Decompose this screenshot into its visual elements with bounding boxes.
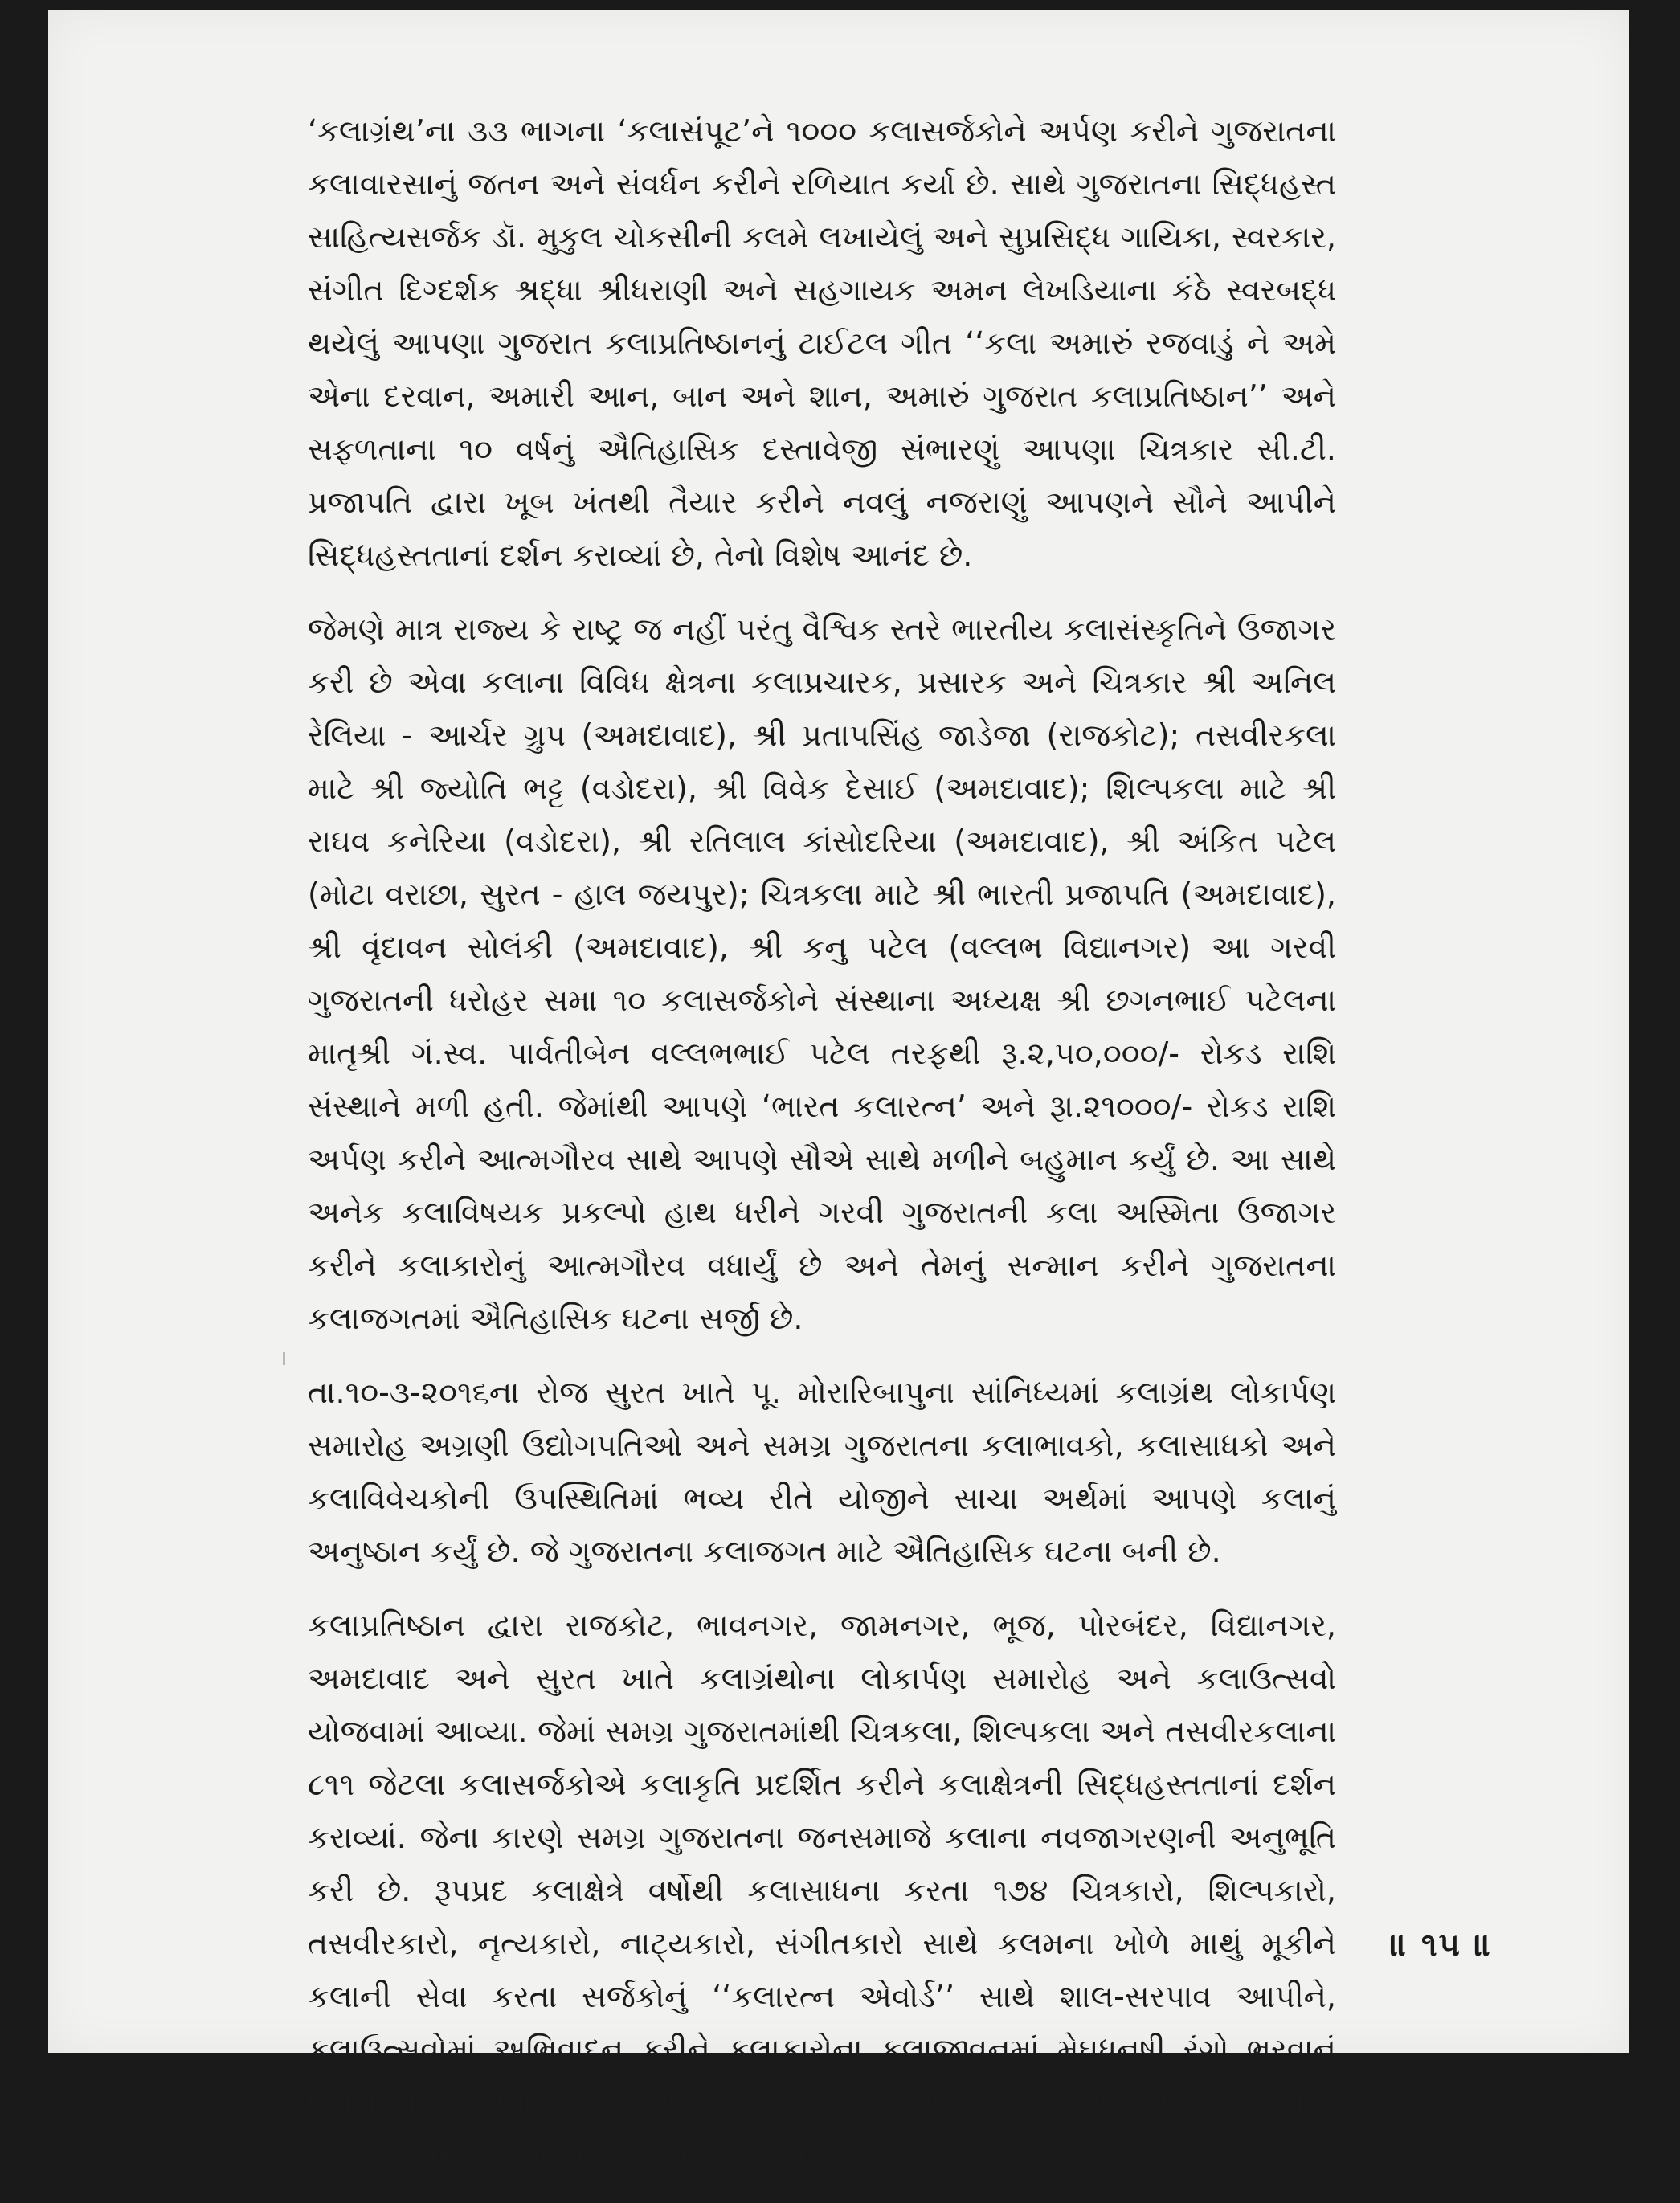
paragraph-1: ‘કલાગ્રંથ’ના ૩૩ ભાગના ‘કલાસંપૂટ’ને ૧૦૦૦ કલાસર્જકોને અર્પણ કરીને ગુજરાતના કલાવારસાનું જતન અને સંવર્ધન કરીને રળિયાત કર્યા છે. સાથે ગુજરાતના સિદ્ધહસ્ત સાહિત્યસર્જક ડૉ. મુકુલ ચોકસીની કલમે લખાયેલું અને સુપ્રસિદ્ધ ગાયિકા, સ્વરકાર, સંગીત દિગ્દર્શક શ્રદ્ધા શ્રીધરાણી અને સહગાયક અમન લેખડિયાના કંઠે સ્વરબદ્ધ થયેલું આપણા ગુજરાત કલાપ્રતિષ્ઠાનનું ટાઈટલ ગીત ‘‘કલા અમારું રજવાડું ને અમે એના દરવાન, અમારી આન, બાન અને શાન, અમારું ગુજરાત કલાપ્રતિષ્ઠાન’’ અને સફળતાના ૧૦ વર્ષનું ઐતિહાસિક દસ્તાવેજી સંભારણું આપણા ચિત્રકાર સી.ટી. પ્રજાપતિ દ્વારા ખૂબ ખંતથી તૈયાર કરીને નવલું નજરાણું આપણને સૌને આપીને સિદ્ધહસ્તતાનાં દર્શન કરાવ્યાં છે, તેનો વિશેષ આનંદ છે. bbox=[308, 113, 1336, 573]
paragraph-4: કલાપ્રતિષ્ઠાન દ્વારા રાજકોટ, ભાવનગર, જામનગર, ભૂજ, પોરબંદર, વિદ્યાનગર, અમદાવાદ અને સુરત ખાતે કલાગ્રંથોના લોકાર્પણ સમારોહ અને કલાઉત્સવો યોજવામાં આવ્યા. જેમાં સમગ્ર ગુજરાતમાંથી ચિત્રકલા, શિલ્પકલા અને તસવીરકલાના ૮૧૧ જેટલા કલાસર્જકોએ કલાકૃતિ પ્રદર્શિત કરીને કલાક્ષેત્રની સિદ્ધહસ્તતાનાં દર્શન કરાવ્યાં. જેના કારણે સમગ્ર ગુજરાતના જનસમાજે કલાના નવજાગરણની અનુભૂતિ કરી છે. રૂપપ્રદ કલાક્ષેત્રે વર્ષોથી કલાસાધના કરતા ૧૭૪ ચિત્રકારો, શિલ્પકારો, તસવીરકારો, નૃત્યકારો, નાટ્યકારો, સંગીતકારો સાથે કલમના ખોળે માથું મૂકીને કલાની સેવા કરતા સર્જકોનું ‘‘કલારત્ન એવોર્ડ’’ સાથે શાલ-સરપાવ આપીને, કલાઉત્સવોમાં અભિવાદન કરીને કલાકારોના કલાજીવનમાં મેઘધનુષી રંગો ભરવાનું ઉમદા કાર્ય કલાપ્રતિષ્ઠાન દ્વારા થયું છે. જે સમગ્ર ગુર્જરધરા પર આ પ્રથમ ઘટના બની છે. કલાજ્ઞાનથી સમૃદ્ધ કરવાના શુભ ભાવ bbox=[308, 1608, 1336, 2173]
paragraph-3: તા.૧૦-૩-૨૦૧૬ના રોજ સુરત ખાતે પૂ. મોરારિબાપુના સાંનિધ્યમાં કલાગ્રંથ લોકાર્પણ સમારોહ અગ્રણી ઉદ્યોગપતિઓ અને સમગ્ર ગુજરાતના કલાભાવકો, કલાસાધકો અને કલાવિવેચકોની ઉપસ્થિતિમાં ભવ્ય રીતે યોજીને સાચા અર્થમાં આપણે કલાનું અનુષ્ઠાન કર્યું છે. જે ગુજરાતના કલાજગત માટે ઐતિહાસિક ઘટના બની છે. bbox=[308, 1375, 1336, 1569]
page-number: ॥ ૧૫ ॥ bbox=[1390, 1927, 1493, 1964]
scan-speck bbox=[283, 1352, 285, 1365]
body-text bbox=[308, 104, 1336, 2203]
paragraph-2: જેમણે માત્ર રાજ્ય કે રાષ્ટ્ર જ નહીં પરંતુ વૈશ્વિક સ્તરે ભારતીય કલાસંસ્કૃતિને ઉજાગર કરી છે એવા કલાના વિવિધ ક્ષેત્રના કલાપ્રચારક, પ્રસારક અને ચિત્રકાર શ્રી અનિલ રેલિયા - આર્ચર ગ્રુપ (અમદાવાદ), શ્રી પ્રતાપસિંહ જાડેજા (રાજકોટ); તસવીરકલા માટે શ્રી જ્યોતિ ભટ્ટ (વડોદરા), શ્રી વિવેક દેસાઈ (અમદાવાદ); શિલ્પકલા માટે શ્રી રાઘવ કનેરિયા (વડોદરા), શ્રી રતિલાલ કાંસોદરિયા (અમદાવાદ), શ્રી અંકિત પટેલ (મોટા વરાછા, સુરત - હાલ જયપુર); ચિત્રકલા માટે શ્રી ભારતી પ્રજાપતિ (અમદાવાદ), શ્રી વૃંદાવન સોલંકી (અમદાવાદ), શ્રી કનુ પટેલ (વલ્લભ વિદ્યાનગર) આ ગરવી ગુજરાતની ધરોહર સમા ૧૦ કલાસર્જકોને સંસ્થાના અધ્યક્ષ શ્રી છગનભાઈ પટેલના માતૃશ્રી ગં.સ્વ. પાર્વતીબેન વલ્લભભાઈ પટેલ તરફથી રૂ.૨,૫૦,૦૦૦/- રોકડ રાશિ સંસ્થાને મળી હતી. જેમાંથી આપણે ‘ભારત કલારત્ન’ અને રૂા.૨૧૦૦૦/- રોકડ રાશિ અર્પણ કરીને આત્મગૌરવ સાથે આપણે સૌએ સાથે મળીને બહુમાન કર્યું છે. આ સાથે અનેક કલાવિષયક પ્રકલ્પો હાથ ધરીને ગરવી ગુજરાતની કલા અસ્મિતા ઉજાગર કરીને કલાકારોનું આત્મગૌરવ વધાર્યું છે અને તેમનું સન્માન કરીને ગુજરાતના કલાજગતમાં ઐતિહાસિક ઘટના સર્જી છે. bbox=[308, 611, 1336, 1336]
